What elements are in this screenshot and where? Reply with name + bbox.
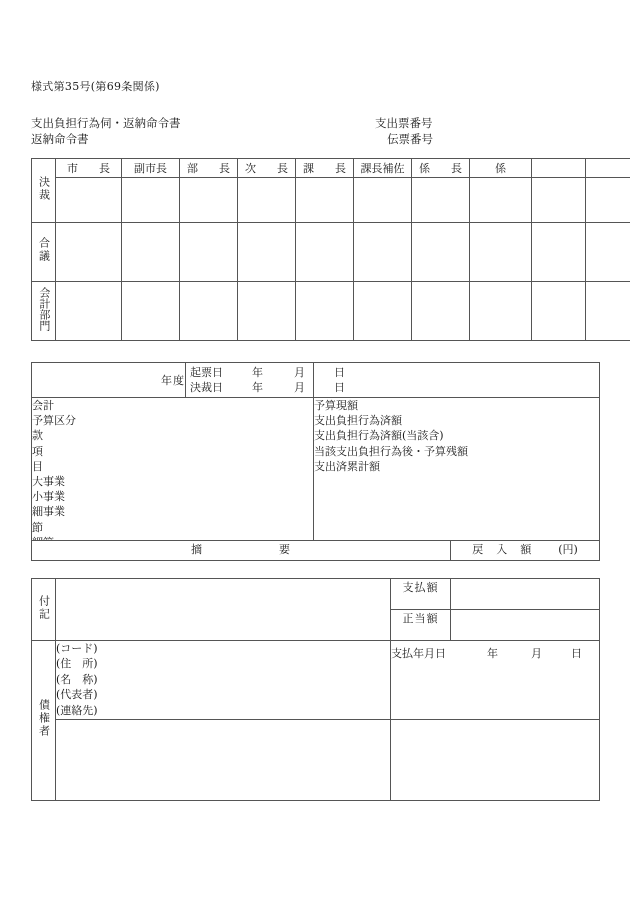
- approval-stamp-cell-kyogi-3[interactable]: [180, 223, 238, 282]
- drafting-date-row: [186, 365, 345, 380]
- approval-stamp-cell-kessai-deputy-mayor[interactable]: [122, 178, 180, 223]
- approval-stamp-cell-kyogi-8[interactable]: [470, 223, 532, 282]
- budget-table: [31, 362, 600, 551]
- creditor-fields-cell[interactable]: [56, 641, 391, 720]
- refund-amount-label: 戻 入 額: [472, 543, 533, 556]
- budget-classification-item-6: 小事業: [32, 490, 65, 504]
- document-title-line-1: 支出負担行為伺・返納命令書: [31, 116, 181, 130]
- drafting-date-day: 日: [334, 366, 345, 379]
- creditor-free-area[interactable]: [56, 720, 391, 801]
- budget-classification-item-0: 会計: [32, 399, 54, 412]
- creditor-field-address: (住 所): [56, 657, 98, 671]
- form-number: 様式第35号(第69条関係): [31, 80, 160, 93]
- approval-stamp-cell-accounting-10[interactable]: [586, 282, 630, 341]
- budget-amount-cell[interactable]: [314, 398, 600, 551]
- notes-input-cell[interactable]: [56, 579, 391, 641]
- approval-stamp-cell-accounting-5[interactable]: [296, 282, 354, 341]
- budget-amount-item-3: 当該支出負担行為後・予算残額: [314, 444, 468, 458]
- approval-stamp-cell-kyogi-1[interactable]: [56, 223, 122, 282]
- refund-amount-header: [451, 541, 600, 561]
- approval-date-label: 決裁日: [190, 381, 223, 394]
- proper-amount-label: 正当額: [391, 610, 451, 641]
- approval-stamp-cell-kessai-subsection-chief[interactable]: [412, 178, 470, 223]
- creditor-label-cell: 債権者: [32, 641, 56, 801]
- approval-stamp-cell-accounting-8[interactable]: [470, 282, 532, 341]
- notes-label-cell: 付記: [32, 579, 56, 641]
- budget-classification-item-3: 項: [32, 444, 43, 458]
- approval-stamp-cell-kessai-assistant-chief[interactable]: [354, 178, 412, 223]
- budget-classification-item-7: 細事業: [32, 505, 65, 519]
- approval-stamp-cell-kyogi-4[interactable]: [238, 223, 296, 282]
- approval-stamp-cell-kessai-blank-1[interactable]: [532, 178, 586, 223]
- drafting-date-month: 月: [294, 366, 305, 379]
- footer-table: [31, 578, 600, 801]
- approval-stamp-cell-kessai-blank-2[interactable]: [586, 178, 630, 223]
- budget-amount-item-1: 支出負担行為済額: [314, 414, 402, 428]
- payment-date-label: 支払年月日: [391, 647, 446, 660]
- date-row-blank-cell[interactable]: [314, 363, 600, 398]
- drafting-date-label: 起票日: [190, 366, 223, 379]
- payment-amount-value-cell[interactable]: [451, 579, 600, 610]
- document-title: [31, 115, 181, 147]
- approval-date-row: [186, 380, 345, 395]
- summary-header: [32, 541, 451, 561]
- approval-stamp-cell-kyogi-5[interactable]: [296, 223, 354, 282]
- approval-date-year: 年: [252, 381, 263, 394]
- date-entry-cell[interactable]: [186, 363, 345, 398]
- approval-stamp-cell-accounting-2[interactable]: [122, 282, 180, 341]
- approval-stamp-cell-kessai-section-chief[interactable]: [296, 178, 354, 223]
- payment-date-month: 月: [531, 647, 542, 660]
- approval-stamp-cell-kyogi-9[interactable]: [532, 223, 586, 282]
- approval-col-header-assistant-chief: 課長補佐: [354, 159, 412, 178]
- approval-stamp-cell-kessai-department-head[interactable]: [180, 178, 238, 223]
- summary-header-table: [31, 540, 600, 561]
- document-title-line-2: 返納命令書: [31, 132, 89, 146]
- approval-row-label-kyogi: 合議: [32, 223, 56, 282]
- budget-classification-cell[interactable]: [32, 398, 314, 551]
- approval-stamp-cell-accounting-3[interactable]: [180, 282, 238, 341]
- budget-amount-item-4: 支出済累計額: [314, 459, 380, 473]
- approval-table: [31, 158, 630, 341]
- approval-col-header-subsection-chief: 係 長: [412, 159, 470, 178]
- slip-number-block: [375, 115, 433, 147]
- payment-date-free-area[interactable]: [391, 720, 600, 801]
- creditor-field-contact: (連絡先): [56, 703, 98, 717]
- approval-row-label-accounting: 会計部門: [32, 282, 56, 341]
- approval-row-label-kessai: 決裁: [32, 159, 56, 223]
- creditor-field-code: (コード): [56, 642, 98, 655]
- drafting-date-year: 年: [252, 366, 263, 379]
- creditor-field-name: (名 称): [56, 672, 98, 686]
- fiscal-year-label: 年度: [32, 363, 186, 398]
- approval-date-month: 月: [294, 381, 305, 394]
- approval-date-day: 日: [334, 381, 345, 394]
- approval-stamp-cell-accounting-7[interactable]: [412, 282, 470, 341]
- approval-col-header-deputy-mayor: 副市長: [122, 159, 180, 178]
- approval-col-header-department-head: 部 長: [180, 159, 238, 178]
- budget-classification-item-8: 節: [32, 520, 43, 534]
- approval-stamp-cell-kessai-mayor[interactable]: [56, 178, 122, 223]
- budget-classification-item-2: 款: [32, 429, 43, 443]
- payment-date-year: 年: [487, 647, 498, 660]
- approval-stamp-cell-accounting-9[interactable]: [532, 282, 586, 341]
- budget-classification-item-4: 目: [32, 459, 43, 473]
- budget-amount-item-2: 支出負担行為済額(当該含): [314, 429, 444, 443]
- approval-stamp-cell-accounting-1[interactable]: [56, 282, 122, 341]
- approval-stamp-cell-kyogi-6[interactable]: [354, 223, 412, 282]
- budget-amount-item-0: 予算現額: [314, 399, 358, 412]
- approval-col-header-mayor: 市 長: [56, 159, 122, 178]
- voucher-number-label: 伝票番号: [387, 132, 433, 146]
- approval-stamp-cell-kyogi-10[interactable]: [586, 223, 630, 282]
- payment-date-row[interactable]: [391, 641, 600, 720]
- approval-col-header-staff: 係: [470, 159, 532, 178]
- approval-col-header-blank-1: [532, 159, 586, 178]
- creditor-field-representative: (代表者): [56, 688, 98, 702]
- refund-amount-unit: (円): [558, 543, 578, 556]
- approval-stamp-cell-kessai-staff[interactable]: [470, 178, 532, 223]
- approval-col-header-deputy-head: 次 長: [238, 159, 296, 178]
- budget-classification-item-1: 予算区分: [32, 414, 76, 428]
- expenditure-slip-number-label: 支出票番号: [375, 116, 433, 130]
- approval-stamp-cell-kyogi-2[interactable]: [122, 223, 180, 282]
- proper-amount-value-cell[interactable]: [451, 610, 600, 641]
- summary-header-char-1: 摘: [191, 543, 203, 556]
- budget-classification-item-5: 大事業: [32, 475, 65, 489]
- approval-col-header-section-chief: 課 長: [296, 159, 354, 178]
- approval-stamp-cell-kyogi-7[interactable]: [412, 223, 470, 282]
- payment-amount-label: 支払額: [391, 579, 451, 610]
- payment-date-day: 日: [571, 647, 582, 660]
- approval-stamp-cell-kessai-deputy-head[interactable]: [238, 178, 296, 223]
- approval-col-header-blank-2: [586, 159, 630, 178]
- summary-header-char-2: 要: [279, 543, 291, 556]
- approval-stamp-cell-accounting-4[interactable]: [238, 282, 296, 341]
- approval-stamp-cell-accounting-6[interactable]: [354, 282, 412, 341]
